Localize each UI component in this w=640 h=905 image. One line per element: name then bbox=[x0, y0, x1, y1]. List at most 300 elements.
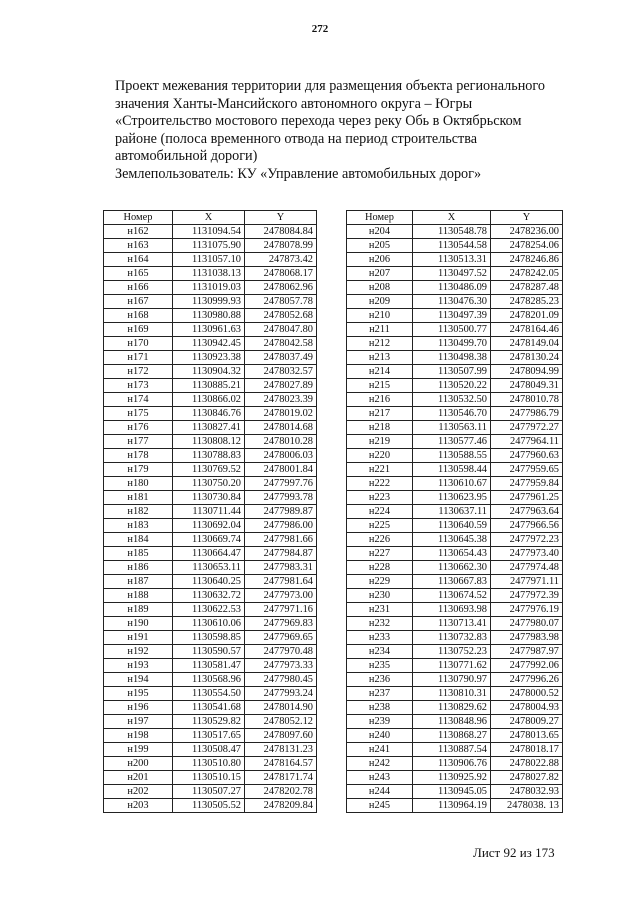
point-number: н234 bbox=[347, 645, 413, 659]
coord-y: 2477972.39 bbox=[491, 589, 563, 603]
table-row bbox=[347, 533, 563, 547]
table-row bbox=[347, 701, 563, 715]
table-row bbox=[104, 449, 317, 463]
coord-y: 2477997.76 bbox=[245, 477, 317, 491]
table-row bbox=[347, 519, 563, 533]
point-number: н240 bbox=[347, 729, 413, 743]
coord-x: 1130669.74 bbox=[173, 533, 245, 547]
point-number: н190 bbox=[104, 617, 173, 631]
point-number: н205 bbox=[347, 239, 413, 253]
point-number: н176 bbox=[104, 421, 173, 435]
coord-y: 2478052.12 bbox=[245, 715, 317, 729]
table-row bbox=[347, 281, 563, 295]
coord-y: 2478010.28 bbox=[245, 435, 317, 449]
table-row bbox=[104, 771, 317, 785]
coord-y: 2477960.63 bbox=[491, 449, 563, 463]
coord-y: 2478047.80 bbox=[245, 323, 317, 337]
coord-x: 1130577.46 bbox=[413, 435, 491, 449]
column-header-x: X bbox=[173, 211, 245, 225]
column-header-x: X bbox=[413, 211, 491, 225]
coord-x: 1130713.41 bbox=[413, 617, 491, 631]
table-row bbox=[104, 547, 317, 561]
coord-x: 1131019.03 bbox=[173, 281, 245, 295]
coord-y: 2478164.57 bbox=[245, 757, 317, 771]
point-number: н225 bbox=[347, 519, 413, 533]
point-number: н197 bbox=[104, 715, 173, 729]
coord-x: 1130750.20 bbox=[173, 477, 245, 491]
point-number: н221 bbox=[347, 463, 413, 477]
point-number: н215 bbox=[347, 379, 413, 393]
coord-y: 2478149.04 bbox=[491, 337, 563, 351]
table-row bbox=[347, 659, 563, 673]
coord-x: 1130590.57 bbox=[173, 645, 245, 659]
coord-x: 1130498.38 bbox=[413, 351, 491, 365]
coord-y: 2477983.98 bbox=[491, 631, 563, 645]
coord-y: 2477980.07 bbox=[491, 617, 563, 631]
coord-x: 1130623.95 bbox=[413, 491, 491, 505]
table-row bbox=[347, 351, 563, 365]
coord-x: 1130693.98 bbox=[413, 603, 491, 617]
header-line: районе (полоса временного отвода на период строительства bbox=[115, 130, 478, 147]
table-row bbox=[104, 603, 317, 617]
point-number: н165 bbox=[104, 267, 173, 281]
table-header-row bbox=[104, 211, 317, 225]
coord-y: 2477973.33 bbox=[245, 659, 317, 673]
point-number: н244 bbox=[347, 785, 413, 799]
point-number: н172 bbox=[104, 365, 173, 379]
point-number: н199 bbox=[104, 743, 173, 757]
coord-y: 2477970.48 bbox=[245, 645, 317, 659]
table-row bbox=[347, 407, 563, 421]
coord-x: 1130788.83 bbox=[173, 449, 245, 463]
coord-x: 1130640.59 bbox=[413, 519, 491, 533]
point-number: н216 bbox=[347, 393, 413, 407]
coord-y: 2477981.66 bbox=[245, 533, 317, 547]
table-row bbox=[347, 645, 563, 659]
coord-y: 2478027.82 bbox=[491, 771, 563, 785]
table-row bbox=[347, 239, 563, 253]
point-number: н233 bbox=[347, 631, 413, 645]
column-header-number: Номер bbox=[104, 211, 173, 225]
page-number: 272 bbox=[311, 23, 329, 35]
table-row bbox=[347, 421, 563, 435]
point-number: н186 bbox=[104, 561, 173, 575]
point-number: н208 bbox=[347, 281, 413, 295]
coord-y: 2478037.49 bbox=[245, 351, 317, 365]
table-row bbox=[104, 379, 317, 393]
table-row bbox=[347, 575, 563, 589]
table-row bbox=[347, 673, 563, 687]
coord-x: 1130517.65 bbox=[173, 729, 245, 743]
coord-x: 1130885.21 bbox=[173, 379, 245, 393]
coord-x: 1130961.63 bbox=[173, 323, 245, 337]
table-row bbox=[347, 799, 563, 813]
coord-y: 2478018.17 bbox=[491, 743, 563, 757]
coord-x: 1130499.70 bbox=[413, 337, 491, 351]
table-row bbox=[104, 435, 317, 449]
coord-x: 1130529.82 bbox=[173, 715, 245, 729]
table-row bbox=[347, 435, 563, 449]
coord-x: 1130563.11 bbox=[413, 421, 491, 435]
point-number: н169 bbox=[104, 323, 173, 337]
table-row bbox=[347, 253, 563, 267]
table-row bbox=[347, 323, 563, 337]
point-number: н220 bbox=[347, 449, 413, 463]
point-number: н222 bbox=[347, 477, 413, 491]
coord-y: 2478057.78 bbox=[245, 295, 317, 309]
coord-x: 1130664.47 bbox=[173, 547, 245, 561]
table-row bbox=[104, 267, 317, 281]
coord-y: 2478068.17 bbox=[245, 267, 317, 281]
coord-y: 2478010.78 bbox=[491, 393, 563, 407]
table-row bbox=[104, 225, 317, 239]
coord-x: 1131075.90 bbox=[173, 239, 245, 253]
table-row bbox=[104, 407, 317, 421]
table-row bbox=[347, 561, 563, 575]
column-header-y: Y bbox=[491, 211, 563, 225]
coord-x: 1130771.62 bbox=[413, 659, 491, 673]
coord-x: 1130692.04 bbox=[173, 519, 245, 533]
point-number: н243 bbox=[347, 771, 413, 785]
coord-x: 1130904.32 bbox=[173, 365, 245, 379]
table-row bbox=[347, 743, 563, 757]
table-row bbox=[104, 729, 317, 743]
coord-x: 1130476.30 bbox=[413, 295, 491, 309]
table-row bbox=[347, 295, 563, 309]
point-number: н223 bbox=[347, 491, 413, 505]
coord-y: 2477984.87 bbox=[245, 547, 317, 561]
coord-x: 1130645.38 bbox=[413, 533, 491, 547]
table-row bbox=[347, 631, 563, 645]
coord-x: 1130546.70 bbox=[413, 407, 491, 421]
coord-y: 2477969.65 bbox=[245, 631, 317, 645]
table-row bbox=[104, 799, 317, 813]
coord-x: 1130827.41 bbox=[173, 421, 245, 435]
coord-y: 2478042.58 bbox=[245, 337, 317, 351]
coord-x: 1130810.31 bbox=[413, 687, 491, 701]
coord-x: 1130532.50 bbox=[413, 393, 491, 407]
coord-x: 1131094.54 bbox=[173, 225, 245, 239]
coord-y: 2477961.25 bbox=[491, 491, 563, 505]
point-number: н237 bbox=[347, 687, 413, 701]
coord-y: 2477983.31 bbox=[245, 561, 317, 575]
header-line: автомобильной дороги) bbox=[115, 148, 258, 164]
coord-x: 1130654.43 bbox=[413, 547, 491, 561]
coord-x: 1130923.38 bbox=[173, 351, 245, 365]
coord-x: 1130598.85 bbox=[173, 631, 245, 645]
coord-x: 1130548.78 bbox=[413, 225, 491, 239]
table-row bbox=[104, 757, 317, 771]
coord-x: 1130632.72 bbox=[173, 589, 245, 603]
coord-x: 1130866.02 bbox=[173, 393, 245, 407]
coord-x: 1130790.97 bbox=[413, 673, 491, 687]
coord-y: 2477993.24 bbox=[245, 687, 317, 701]
table-row bbox=[104, 393, 317, 407]
point-number: н227 bbox=[347, 547, 413, 561]
table-row bbox=[347, 729, 563, 743]
coord-y: 2477976.19 bbox=[491, 603, 563, 617]
table-row bbox=[347, 785, 563, 799]
table-row bbox=[104, 365, 317, 379]
point-number: н241 bbox=[347, 743, 413, 757]
point-number: н181 bbox=[104, 491, 173, 505]
point-number: н188 bbox=[104, 589, 173, 603]
coord-y: 2477989.87 bbox=[245, 505, 317, 519]
coord-x: 1130637.11 bbox=[413, 505, 491, 519]
land-user-line: Землепользователь: КУ «Управление автомобильных дорог» bbox=[115, 165, 482, 182]
column-header-number: Номер bbox=[347, 211, 413, 225]
sheet-footer: Лист 92 из 173 bbox=[473, 845, 555, 860]
point-number: н163 bbox=[104, 239, 173, 253]
coord-y: 2477981.64 bbox=[245, 575, 317, 589]
coord-y: 2477971.11 bbox=[491, 575, 563, 589]
table-row bbox=[104, 659, 317, 673]
column-header-y: Y bbox=[245, 211, 317, 225]
point-number: н170 bbox=[104, 337, 173, 351]
coord-y: 2478027.89 bbox=[245, 379, 317, 393]
point-number: н232 bbox=[347, 617, 413, 631]
table-row bbox=[347, 491, 563, 505]
table-row bbox=[104, 533, 317, 547]
coord-y: 2478014.68 bbox=[245, 421, 317, 435]
coord-y: 2477971.16 bbox=[245, 603, 317, 617]
point-number: н210 bbox=[347, 309, 413, 323]
point-number: н185 bbox=[104, 547, 173, 561]
coordinates-table-left bbox=[103, 210, 317, 813]
point-number: н195 bbox=[104, 687, 173, 701]
point-number: н206 bbox=[347, 253, 413, 267]
header-line: значения Ханты-Мансийского автономного округа – Югры bbox=[115, 95, 473, 112]
point-number: н213 bbox=[347, 351, 413, 365]
table-row bbox=[104, 281, 317, 295]
point-number: н167 bbox=[104, 295, 173, 309]
point-number: н189 bbox=[104, 603, 173, 617]
point-number: н162 bbox=[104, 225, 173, 239]
coord-y: 2477973.00 bbox=[245, 589, 317, 603]
coord-x: 1130510.80 bbox=[173, 757, 245, 771]
coord-x: 1130829.62 bbox=[413, 701, 491, 715]
coord-x: 1130508.47 bbox=[173, 743, 245, 757]
point-number: н235 bbox=[347, 659, 413, 673]
coord-y: 2478000.52 bbox=[491, 687, 563, 701]
point-number: н230 bbox=[347, 589, 413, 603]
coord-x: 1130497.39 bbox=[413, 309, 491, 323]
coord-x: 1130868.27 bbox=[413, 729, 491, 743]
table-row bbox=[347, 603, 563, 617]
table-row bbox=[347, 547, 563, 561]
coord-y: 2478049.31 bbox=[491, 379, 563, 393]
coord-y: 2478254.06 bbox=[491, 239, 563, 253]
coord-x: 1130610.67 bbox=[413, 477, 491, 491]
table-row bbox=[347, 463, 563, 477]
table-row bbox=[347, 477, 563, 491]
coord-y: 2478023.39 bbox=[245, 393, 317, 407]
coord-x: 1130610.06 bbox=[173, 617, 245, 631]
coord-y: 2478006.03 bbox=[245, 449, 317, 463]
point-number: н207 bbox=[347, 267, 413, 281]
coord-x: 1130500.77 bbox=[413, 323, 491, 337]
coord-y: 2478052.68 bbox=[245, 309, 317, 323]
coord-x: 1130598.44 bbox=[413, 463, 491, 477]
coord-x: 1130622.53 bbox=[173, 603, 245, 617]
coord-y: 2478084.84 bbox=[245, 225, 317, 239]
point-number: н242 bbox=[347, 757, 413, 771]
coord-x: 1130507.99 bbox=[413, 365, 491, 379]
coord-y: 2478014.90 bbox=[245, 701, 317, 715]
point-number: н203 bbox=[104, 799, 173, 813]
coord-y: 2477993.78 bbox=[245, 491, 317, 505]
header-line: «Строительство мостового перехода через реку Обь в Октябрьском bbox=[115, 113, 522, 129]
coord-x: 1130887.54 bbox=[413, 743, 491, 757]
table-row bbox=[104, 463, 317, 477]
table-row bbox=[104, 477, 317, 491]
point-number: н173 bbox=[104, 379, 173, 393]
coord-y: 2478094.99 bbox=[491, 365, 563, 379]
point-number: н180 bbox=[104, 477, 173, 491]
table-row bbox=[104, 589, 317, 603]
coord-x: 1130497.52 bbox=[413, 267, 491, 281]
coord-y: 2478009.27 bbox=[491, 715, 563, 729]
point-number: н209 bbox=[347, 295, 413, 309]
table-row bbox=[104, 253, 317, 267]
coord-y: 2478032.57 bbox=[245, 365, 317, 379]
table-row bbox=[104, 337, 317, 351]
point-number: н168 bbox=[104, 309, 173, 323]
coord-x: 1130510.15 bbox=[173, 771, 245, 785]
point-number: н228 bbox=[347, 561, 413, 575]
coord-y: 2478013.65 bbox=[491, 729, 563, 743]
coord-y: 247873.42 bbox=[245, 253, 317, 267]
point-number: н214 bbox=[347, 365, 413, 379]
coord-x: 1130513.31 bbox=[413, 253, 491, 267]
table-row bbox=[347, 617, 563, 631]
table-body-left bbox=[104, 225, 317, 813]
coord-y: 2478202.78 bbox=[245, 785, 317, 799]
coord-x: 1130520.22 bbox=[413, 379, 491, 393]
coord-y: 2478285.23 bbox=[491, 295, 563, 309]
table-row bbox=[104, 421, 317, 435]
coord-x: 1130945.05 bbox=[413, 785, 491, 799]
table-row bbox=[104, 505, 317, 519]
coord-x: 1130906.76 bbox=[413, 757, 491, 771]
point-number: н171 bbox=[104, 351, 173, 365]
coord-y: 2478246.86 bbox=[491, 253, 563, 267]
coord-x: 1130544.58 bbox=[413, 239, 491, 253]
coord-y: 2478201.09 bbox=[491, 309, 563, 323]
table-row bbox=[104, 743, 317, 757]
point-number: н204 bbox=[347, 225, 413, 239]
coord-y: 2478001.84 bbox=[245, 463, 317, 477]
point-number: н211 bbox=[347, 323, 413, 337]
point-number: н178 bbox=[104, 449, 173, 463]
coord-y: 2478019.02 bbox=[245, 407, 317, 421]
point-number: н179 bbox=[104, 463, 173, 477]
point-number: н217 bbox=[347, 407, 413, 421]
table-row bbox=[347, 687, 563, 701]
table-row bbox=[347, 715, 563, 729]
coord-x: 1130505.52 bbox=[173, 799, 245, 813]
coord-x: 1130999.93 bbox=[173, 295, 245, 309]
coord-x: 1131057.10 bbox=[173, 253, 245, 267]
coord-y: 2478287.48 bbox=[491, 281, 563, 295]
point-number: н245 bbox=[347, 799, 413, 813]
table-row bbox=[104, 323, 317, 337]
point-number: н175 bbox=[104, 407, 173, 421]
table-row bbox=[347, 589, 563, 603]
table-row bbox=[104, 561, 317, 575]
coord-y: 2477996.26 bbox=[491, 673, 563, 687]
coord-x: 1130711.44 bbox=[173, 505, 245, 519]
point-number: н231 bbox=[347, 603, 413, 617]
coord-x: 1131038.13 bbox=[173, 267, 245, 281]
coord-y: 2477980.45 bbox=[245, 673, 317, 687]
coord-x: 1130848.96 bbox=[413, 715, 491, 729]
coord-y: 2478004.93 bbox=[491, 701, 563, 715]
table-row bbox=[347, 337, 563, 351]
point-number: н218 bbox=[347, 421, 413, 435]
coord-y: 2477986.79 bbox=[491, 407, 563, 421]
coord-y: 2477959.84 bbox=[491, 477, 563, 491]
point-number: н202 bbox=[104, 785, 173, 799]
point-number: н196 bbox=[104, 701, 173, 715]
point-number: н224 bbox=[347, 505, 413, 519]
table-row bbox=[104, 351, 317, 365]
coord-x: 1130980.88 bbox=[173, 309, 245, 323]
point-number: н187 bbox=[104, 575, 173, 589]
coordinates-table-right bbox=[346, 210, 563, 813]
coord-y: 2478130.24 bbox=[491, 351, 563, 365]
coord-y: 2477972.23 bbox=[491, 533, 563, 547]
coord-x: 1130846.76 bbox=[173, 407, 245, 421]
point-number: н198 bbox=[104, 729, 173, 743]
table-row bbox=[104, 631, 317, 645]
point-number: н183 bbox=[104, 519, 173, 533]
point-number: н229 bbox=[347, 575, 413, 589]
coord-y: 2477966.56 bbox=[491, 519, 563, 533]
table-row bbox=[347, 379, 563, 393]
table-row bbox=[104, 575, 317, 589]
point-number: н200 bbox=[104, 757, 173, 771]
table-row bbox=[104, 701, 317, 715]
table-row bbox=[104, 519, 317, 533]
coord-x: 1130581.47 bbox=[173, 659, 245, 673]
table-row bbox=[347, 771, 563, 785]
coord-x: 1130674.52 bbox=[413, 589, 491, 603]
table-row bbox=[347, 365, 563, 379]
point-number: н219 bbox=[347, 435, 413, 449]
coord-y: 2477963.64 bbox=[491, 505, 563, 519]
coord-x: 1130752.23 bbox=[413, 645, 491, 659]
coord-x: 1130588.55 bbox=[413, 449, 491, 463]
table-row bbox=[104, 785, 317, 799]
coord-y: 2478131.23 bbox=[245, 743, 317, 757]
point-number: н166 bbox=[104, 281, 173, 295]
coord-x: 1130486.09 bbox=[413, 281, 491, 295]
point-number: н164 bbox=[104, 253, 173, 267]
point-number: н236 bbox=[347, 673, 413, 687]
table-row bbox=[104, 715, 317, 729]
coord-x: 1130554.50 bbox=[173, 687, 245, 701]
point-number: н182 bbox=[104, 505, 173, 519]
table-row bbox=[104, 239, 317, 253]
table-row bbox=[347, 757, 563, 771]
document-header bbox=[115, 78, 545, 183]
table-row bbox=[104, 295, 317, 309]
coord-x: 1130925.92 bbox=[413, 771, 491, 785]
point-number: н194 bbox=[104, 673, 173, 687]
coord-x: 1130662.30 bbox=[413, 561, 491, 575]
coord-y: 2477969.83 bbox=[245, 617, 317, 631]
